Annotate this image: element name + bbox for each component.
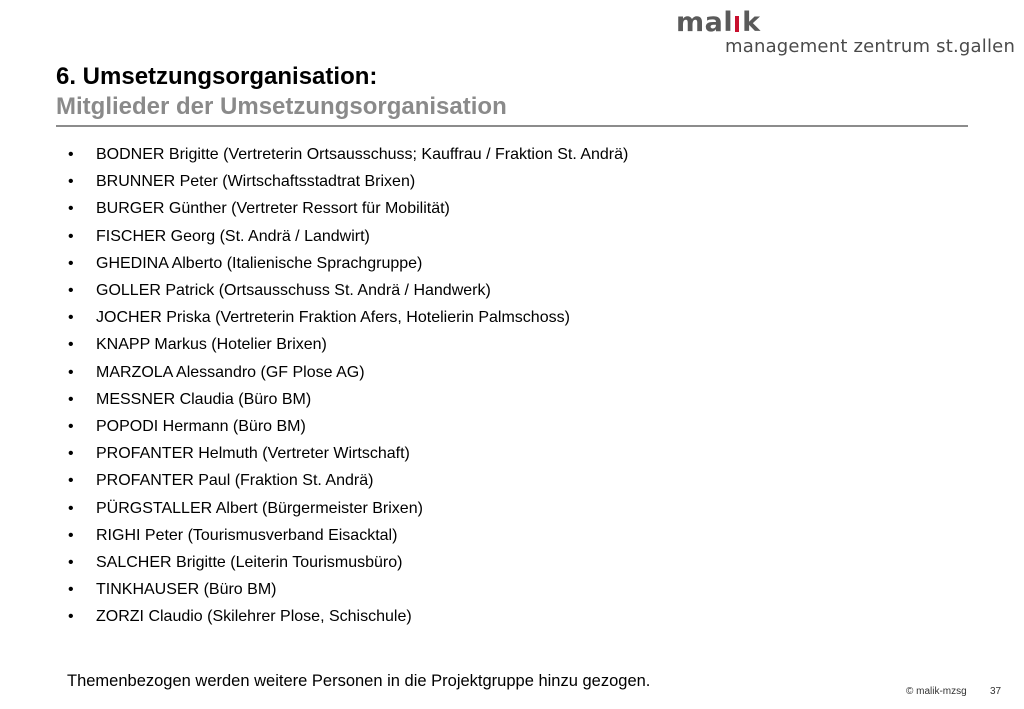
logo-tagline: management zentrum st.gallen <box>725 36 1016 57</box>
bullet-icon: • <box>68 608 74 626</box>
bullet-icon: • <box>68 309 74 327</box>
bullet-icon: • <box>68 526 74 544</box>
bullet-icon: • <box>68 336 74 354</box>
malik-logo <box>676 8 761 38</box>
page-number: 37 <box>990 686 1002 697</box>
member-list-item <box>66 495 628 522</box>
member-list-item <box>66 168 628 195</box>
member-list-item <box>66 195 628 222</box>
member-text: PROFANTER Paul (Fraktion St. Andrä) <box>96 472 374 490</box>
footnote: Themenbezogen werden weitere Personen in die Projektgruppe hinzu gezogen. <box>67 672 651 690</box>
member-text: PROFANTER Helmuth (Vertreter Wirtschaft) <box>96 445 410 463</box>
member-text: TINKHAUSER (Büro BM) <box>96 581 277 599</box>
member-text: FISCHER Georg (St. Andrä / Landwirt) <box>96 227 370 245</box>
member-list-item <box>66 223 628 250</box>
member-list-item <box>66 277 628 304</box>
member-text: BODNER Brigitte (Vertreterin Ortsausschuss; Kauffrau / Fraktion St. Andrä) <box>96 146 629 163</box>
bullet-icon: • <box>68 173 74 191</box>
slide-title: 6. Umsetzungsorganisation: <box>56 63 378 90</box>
members-list <box>66 141 628 631</box>
member-text: GOLLER Patrick (Ortsausschuss St. Andrä / Handwerk) <box>96 282 491 300</box>
copyright-notice: © malik-mzsg <box>906 686 967 697</box>
member-text: JOCHER Priska (Vertreterin Fraktion Afers, Hotelierin Palmschoss) <box>96 309 570 327</box>
member-text: RIGHI Peter (Tourismusverband Eisacktal) <box>96 526 398 544</box>
logo-wordmark <box>676 8 761 38</box>
member-list-item <box>66 250 628 277</box>
member-list-item <box>66 386 628 413</box>
bullet-icon: • <box>68 227 74 245</box>
member-list-item <box>66 413 628 440</box>
bullet-icon: • <box>68 418 74 436</box>
bullet-icon: • <box>68 254 74 272</box>
bullet-icon: • <box>68 200 74 218</box>
bullet-icon: • <box>68 554 74 572</box>
bullet-icon: • <box>68 472 74 490</box>
member-list-item <box>66 576 628 603</box>
member-text: PÜRGSTALLER Albert (Bürgermeister Brixen) <box>96 499 423 517</box>
member-text: SALCHER Brigitte (Leiterin Tourismusbüro) <box>96 554 403 572</box>
member-list-item <box>66 440 628 467</box>
bullet-icon: • <box>68 282 74 300</box>
logo-text-after: k <box>742 7 761 38</box>
member-text: GHEDINA Alberto (Italienische Sprachgruppe) <box>96 254 423 272</box>
member-text: MARZOLA Alessandro (GF Plose AG) <box>96 363 365 381</box>
member-list-item <box>66 304 628 331</box>
slide-subtitle: Mitglieder der Umsetzungsorganisation <box>56 93 507 120</box>
member-text: BURGER Günther (Vertreter Ressort für Mobilität) <box>96 200 450 218</box>
bullet-icon: • <box>68 445 74 463</box>
member-text: POPODI Hermann (Büro BM) <box>96 418 306 436</box>
member-list-item <box>66 522 628 549</box>
title-divider <box>56 125 968 127</box>
member-list-item <box>66 549 628 576</box>
slide-title-block <box>56 62 507 122</box>
bullet-icon: • <box>68 363 74 381</box>
bullet-icon: • <box>68 146 74 163</box>
member-text: MESSNER Claudia (Büro BM) <box>96 390 312 408</box>
logo-text-before: mal <box>676 7 734 38</box>
logo-red-i-mark <box>735 16 739 32</box>
bullet-icon: • <box>68 499 74 517</box>
member-list-item <box>66 467 628 494</box>
member-list-item <box>66 359 628 386</box>
member-list-item <box>66 603 628 630</box>
bullet-icon: • <box>68 581 74 599</box>
member-text: KNAPP Markus (Hotelier Brixen) <box>96 336 327 354</box>
member-list-item <box>66 331 628 358</box>
member-text: BRUNNER Peter (Wirtschaftsstadtrat Brixen) <box>96 173 416 191</box>
member-text: ZORZI Claudio (Skilehrer Plose, Schischule) <box>96 608 412 626</box>
bullet-icon: • <box>68 390 74 408</box>
member-list-item <box>66 141 628 168</box>
